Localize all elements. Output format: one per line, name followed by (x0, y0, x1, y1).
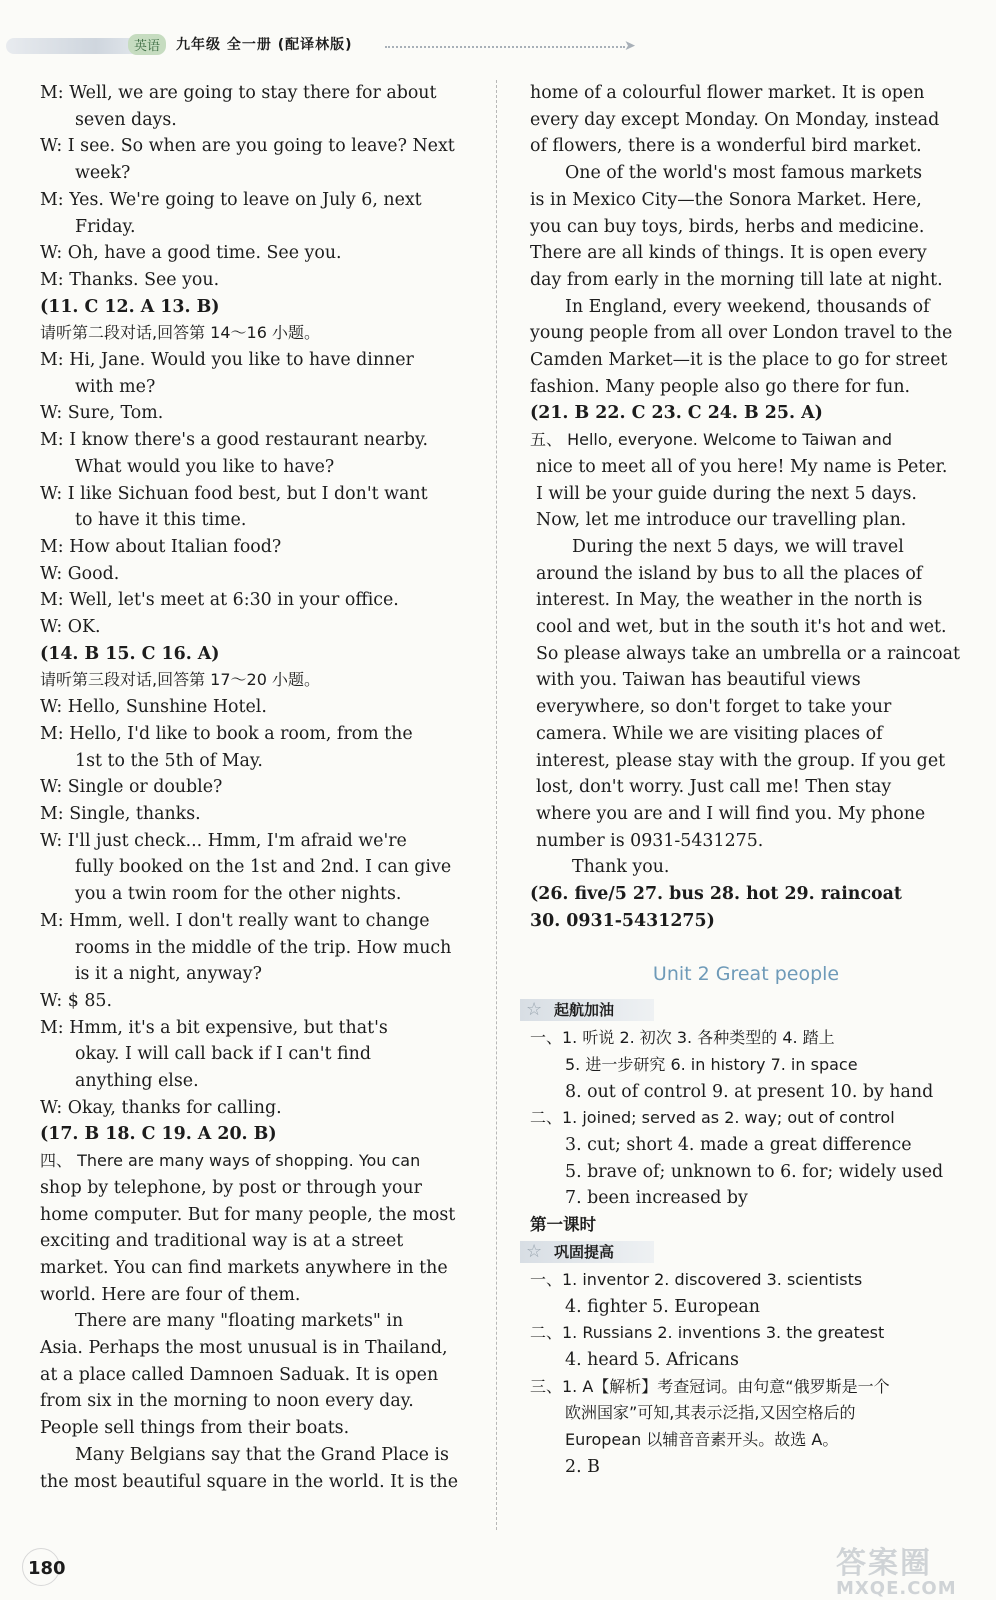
warmup-answers (530, 1025, 962, 1212)
text-line: every day except Monday. On Monday, instead (530, 109, 940, 130)
text-line: W: $ 85. (40, 990, 112, 1011)
header-dotted-line (385, 46, 625, 48)
text-line: Now, let me introduce our travelling plan. (536, 510, 907, 531)
text-line: you can buy toys, birds, herbs and medicine. (530, 216, 925, 237)
text-line: to have it this time. (75, 510, 247, 531)
banner-label: 起航加油 (554, 1001, 615, 1020)
text-line: M: Well, we are going to stay there for about (40, 83, 437, 103)
consolidate-answers (530, 1267, 962, 1481)
text-line: M: Yes. We're going to leave on July 6, next (40, 189, 422, 210)
text-line: W: Good. (40, 563, 120, 584)
text-line: 二、1. joined; served as 2. way; out of control (530, 1108, 895, 1128)
column-divider (496, 80, 497, 1530)
book-title: 九年级 全一册 (配译林版) (176, 37, 353, 53)
text-line: is in Mexico City—the Sonora Market. Here, (530, 189, 922, 210)
text-line: 一、1. inventor 2. discovered 3. scientists (530, 1269, 863, 1289)
text-line: the most beautiful square in the world. It is the (40, 1471, 459, 1492)
text-line: M: Well, let's meet at 6:30 in your office. (40, 590, 399, 611)
text-line: W: I'll just check... Hmm, I'm afraid we're (40, 830, 407, 851)
left-column (40, 80, 480, 1495)
banner-label: 巩固提高 (554, 1242, 615, 1261)
text-line: 3. cut; short 4. made a great difference (565, 1135, 912, 1156)
subject-badge: 英语 (128, 34, 166, 55)
text-line: I will be your guide during the next 5 days. (536, 483, 917, 504)
arrow-right-icon: ➤ (624, 38, 636, 54)
text-line: There are many "floating markets" in (75, 1311, 404, 1332)
text-line: In England, every weekend, thousands of (565, 296, 930, 317)
text-line: 欧洲国家”可知,其表示泛指,又因空格后的 (565, 1403, 856, 1423)
text-line: with you. Taiwan has beautiful views (536, 670, 861, 691)
star-icon: ☆ (526, 999, 543, 1021)
text-line: 5. 进一步研究 6. in history 7. in space (565, 1054, 858, 1074)
text-line: Camden Market—it is the place to go for street (530, 350, 948, 371)
text-line: everywhere, so don't forget to take your (536, 697, 892, 718)
text-line: nice to meet all of you here! My name is Peter. (536, 456, 948, 477)
text-line: world. Here are four of them. (40, 1284, 301, 1305)
text-line: (11. C 12. A 13. B) (40, 296, 220, 317)
text-line: M: I know there's a good restaurant nearby. (40, 430, 428, 451)
text-line: 一、1. 听说 2. 初次 3. 各种类型的 4. 踏上 (530, 1028, 835, 1048)
text-line: young people from all over London travel to the (530, 323, 953, 344)
text-line: 三、1. A【解析】考查冠词。由句意“俄罗斯是一个 (530, 1376, 890, 1396)
right-column-text (530, 80, 962, 935)
text-line: around the island by bus to all the places of (536, 563, 923, 584)
right-column (526, 80, 962, 1480)
text-line: What would you like to have? (75, 456, 335, 477)
text-line: home computer. But for many people, the most (40, 1204, 456, 1225)
text-line: camera. While we are visiting places of (536, 723, 883, 744)
text-line: Friday. (75, 216, 136, 237)
lesson-title: 第一课时 (530, 1215, 596, 1235)
text-line: W: Okay, thanks for calling. (40, 1097, 282, 1118)
text-line: lost, don't worry. Just call me! Then stay (536, 777, 892, 798)
text-line: (21. B 22. C 23. C 24. B 25. A) (530, 403, 823, 424)
watermark-logo (836, 1538, 957, 1599)
text-line: M: Hello, I'd like to book a room, from the (40, 723, 413, 744)
text-line: shop by telephone, by post or through your (40, 1177, 422, 1198)
text-line: M: Hmm, well. I don't really want to change (40, 910, 430, 931)
text-line: M: Single, thanks. (40, 803, 201, 824)
star-icon: ☆ (526, 1240, 543, 1262)
text-line: at a place called Damnoen Saduak. It is open (40, 1364, 439, 1385)
text-line: W: I see. So when are you going to leave? Next (40, 136, 455, 157)
text-line: M: Hmm, it's a bit expensive, but that's (40, 1017, 388, 1038)
text-line: from six in the morning to noon every day. (40, 1391, 414, 1412)
text-line: with me? (75, 376, 156, 397)
text-line: 请听第三段对话,回答第 17～20 小题。 (40, 670, 320, 690)
text-line: 4. fighter 5. European (565, 1296, 760, 1317)
text-line: seven days. (75, 109, 177, 130)
text-line: So please always take an umbrella or a raincoat (536, 643, 960, 664)
text-line: (14. B 15. C 16. A) (40, 643, 220, 664)
unit-title: Unit 2 Great people (652, 962, 840, 985)
text-line: 7. been increased by (565, 1188, 748, 1209)
text-line: fashion. Many people also go there for fun. (530, 376, 911, 397)
text-line: exciting and traditional way is at a street (40, 1231, 404, 1252)
text-line: 30. 0931-5431275) (530, 910, 715, 931)
text-line: 五、 Hello, everyone. Welcome to Taiwan and (530, 430, 892, 450)
text-line: (26. five/5 27. bus 28. hot 29. raincoat (530, 884, 902, 905)
page-number: 180 (28, 1558, 66, 1579)
page-header (0, 30, 996, 66)
text-line: European 以辅音音素开头。故选 A。 (565, 1430, 839, 1450)
text-line: fully booked on the 1st and 2nd. I can give (75, 857, 452, 878)
text-line: where you are and I will find you. My phone (536, 803, 926, 824)
text-line: interest. In May, the weather in the north is (536, 590, 923, 611)
text-line: rooms in the middle of the trip. How much (75, 937, 452, 958)
text-line: home of a colourful flower market. It is open (530, 83, 925, 103)
text-line: anything else. (75, 1071, 199, 1092)
watermark-url: MXQE.COM (836, 1578, 957, 1599)
text-line: One of the world's most famous markets (565, 163, 923, 184)
text-line: is it a night, anyway? (75, 964, 262, 985)
text-line: (17. B 18. C 19. A 20. B) (40, 1124, 277, 1145)
text-line: During the next 5 days, we will travel (572, 536, 904, 557)
text-line: Many Belgians say that the Grand Place is (75, 1444, 449, 1465)
text-line: 1st to the 5th of May. (75, 750, 263, 771)
text-line: interest, please stay with the group. If you get (536, 750, 946, 771)
text-line: you a twin room for the other nights. (75, 884, 402, 905)
text-line: M: Hi, Jane. Would you like to have dinner (40, 350, 414, 371)
text-line: 2. B (565, 1456, 600, 1477)
text-line: W: Hello, Sunshine Hotel. (40, 697, 267, 718)
text-line: of flowers, there is a wonderful bird market. (530, 136, 922, 157)
text-line: Asia. Perhaps the most unusual is in Thailand, (40, 1338, 448, 1359)
text-line: 5. brave of; unknown to 6. for; widely used (565, 1161, 944, 1182)
text-line: 8. out of control 9. at present 10. by hand (565, 1081, 934, 1102)
text-line: Thank you. (572, 857, 670, 878)
text-line: week? (75, 163, 131, 184)
section-banner-consolidate (520, 1241, 654, 1263)
text-line: W: OK. (40, 617, 101, 638)
text-line: W: Single or double? (40, 777, 223, 798)
text-line: W: Sure, Tom. (40, 403, 164, 424)
watermark-text: 答案圈 (836, 1546, 932, 1581)
text-line: M: Thanks. See you. (40, 269, 220, 290)
text-line: day from early in the morning till late at night. (530, 269, 943, 290)
text-line: M: How about Italian food? (40, 536, 282, 557)
text-line: W: I like Sichuan food best, but I don't want (40, 483, 428, 504)
text-line: W: Oh, have a good time. See you. (40, 243, 342, 264)
text-line: 四、 There are many ways of shopping. You can (40, 1151, 421, 1171)
text-line: People sell things from their boats. (40, 1418, 350, 1439)
text-line: There are all kinds of things. It is open every (530, 243, 927, 264)
text-line: number is 0931-5431275. (536, 830, 764, 851)
text-line: okay. I will call back if I can't find (75, 1044, 371, 1065)
text-line: 4. heard 5. Africans (565, 1349, 739, 1370)
text-line: 请听第二段对话,回答第 14～16 小题。 (40, 323, 320, 343)
text-line: cool and wet, but in the south it's hot and wet. (536, 617, 947, 638)
section-banner-warmup (520, 999, 654, 1021)
text-line: market. You can find markets anywhere in the (40, 1257, 448, 1278)
text-line: 二、1. Russians 2. inventions 3. the greatest (530, 1323, 885, 1343)
